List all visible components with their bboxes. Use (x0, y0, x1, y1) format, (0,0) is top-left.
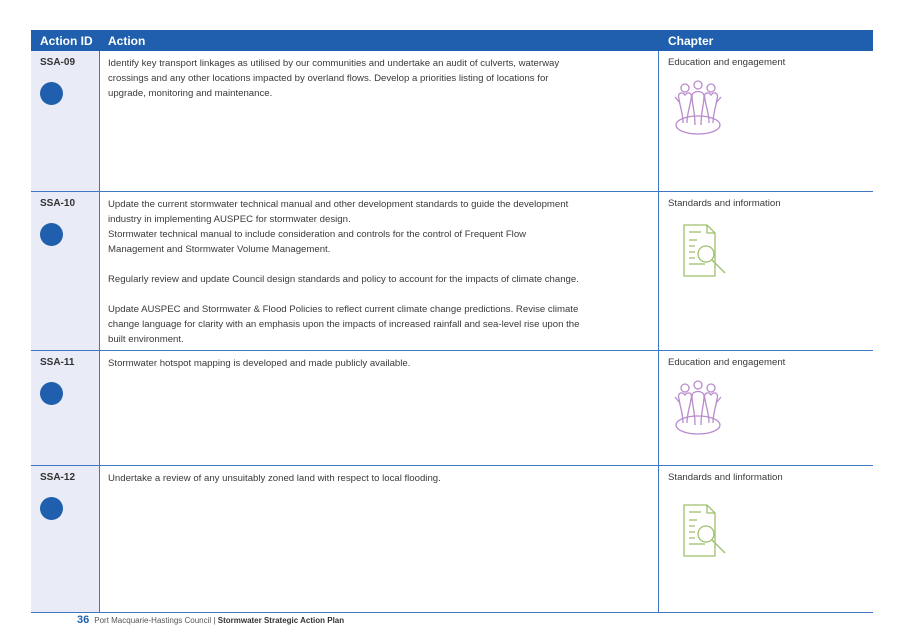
council-name: Port Macquarie-Hastings Council (94, 616, 212, 625)
chapter-label: Standards and linformation (668, 472, 783, 483)
action-id-cell (31, 351, 100, 465)
footer-separator: | (213, 616, 216, 625)
action-text: Undertake a review of any unsuitably zoned land with respect to local flooding. (108, 473, 441, 484)
bullet-dot (40, 82, 63, 105)
header-action: Action (108, 34, 146, 48)
chapter-label: Education and engagement (668, 57, 786, 68)
action-id: SSA-12 (40, 472, 76, 483)
page-footer (77, 614, 344, 626)
action-text: Management and Stormwater Volume Management. (108, 244, 331, 255)
action-id-cell (31, 466, 100, 612)
action-text: Identify key transport linkages as utilised by our communities and undertake an audit of culverts, waterway (108, 58, 560, 69)
action-text: change language for clarity with an emphasis upon the impacts of increased rainfall and sea-level rise upon the (108, 319, 580, 330)
table-row (31, 466, 873, 613)
action-cell (100, 51, 659, 191)
chapter-label: Education and engagement (668, 357, 786, 368)
action-text: Regularly review and update Council design standards and policy to account for the impacts of climate change. (108, 274, 579, 285)
header-chapter: Chapter (668, 34, 714, 48)
people-circle-icon (673, 379, 723, 437)
document-magnifier-icon (681, 502, 729, 560)
bullet-dot (40, 382, 63, 405)
action-id: SSA-10 (40, 198, 76, 209)
page-number: 36 (77, 614, 90, 626)
document-title: Stormwater Strategic Action Plan (217, 616, 345, 625)
table-row (31, 351, 873, 466)
table-row (31, 192, 873, 351)
action-text: Stormwater hotspot mapping is developed and made publicly available. (108, 358, 411, 369)
action-text: built environment. (108, 334, 184, 345)
action-cell (100, 192, 659, 350)
table-row (31, 51, 873, 192)
action-id: SSA-11 (40, 357, 75, 368)
action-text: Update AUSPEC and Stormwater & Flood Policies to reflect current climate change predictions. Revise climate (108, 304, 579, 315)
chapter-cell (659, 351, 873, 465)
chapter-label: Standards and information (668, 198, 781, 209)
action-text: upgrade, monitoring and maintenance. (108, 88, 273, 99)
action-text: crossings and any other locations impacted by overland flows. Develop a priorities listing of locations for (108, 73, 549, 84)
action-cell (100, 351, 659, 465)
chapter-cell (659, 192, 873, 350)
action-text: Stormwater technical manual to include consideration and controls for the control of Frequent Flow (108, 229, 527, 240)
chapter-cell (659, 466, 873, 612)
people-circle-icon (673, 79, 723, 137)
action-cell (100, 466, 659, 612)
action-id: SSA-09 (40, 57, 76, 68)
table-header (31, 30, 873, 51)
document-magnifier-icon (681, 222, 729, 280)
action-id-cell (31, 192, 100, 350)
action-text: Update the current stormwater technical manual and other development standards to guide the development (108, 199, 569, 210)
bullet-dot (40, 223, 63, 246)
header-action-id: Action ID (40, 34, 93, 48)
action-text: industry in implementing AUSPEC for stormwater design. (108, 214, 351, 225)
action-id-cell (31, 51, 100, 191)
chapter-cell (659, 51, 873, 191)
bullet-dot (40, 497, 63, 520)
